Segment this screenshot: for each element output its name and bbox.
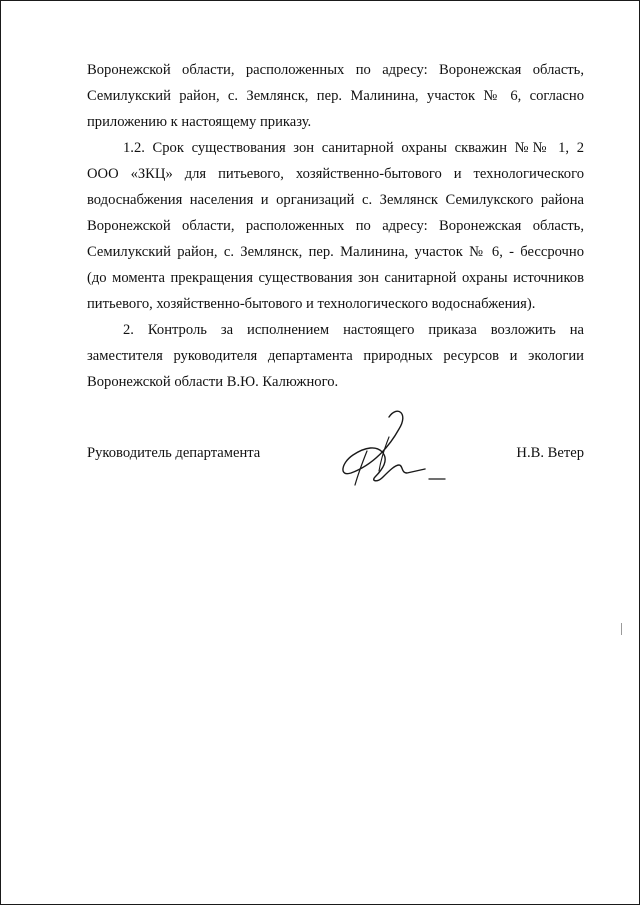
text-line: Воронежской области, расположенных по адресу: Воронежская область, [87,62,584,78]
text-line: питьевого, хозяйственно-бытового и технологического водоснабжения). [87,296,536,312]
text-line: ООО «ЗКЦ» для питьевого, хозяйственно-бытового и технологического [87,166,584,182]
text-line: Семилукский район, с. Землянск, пер. Малинина, участок № 6, согласно [87,88,584,104]
scan-artifact [621,623,622,635]
paragraph-3 [87,317,584,395]
text-line: Воронежской области, расположенных по адресу: Воронежская область, [87,218,584,234]
paragraph-1 [87,57,584,135]
signatory-name: Н.В. Ветер [516,445,584,461]
text-line: 1.2. Срок существования зон санитарной охраны скважин №№ 1, 2 [123,140,584,156]
signatory-role: Руководитель департамента [87,445,261,461]
text-line: заместителя руководителя департамента природных ресурсов и экологии [87,348,584,364]
signature-block [87,441,584,471]
handwritten-signature [337,407,457,491]
paragraph-2 [87,135,584,317]
text-line: водоснабжения населения и организаций с. Землянск Семилукского района [87,192,584,208]
text-line: 2. Контроль за исполнением настоящего приказа возложить на [123,322,584,338]
body-text [87,57,584,395]
text-line: (до момента прекращения существования зон санитарной охраны источников [87,270,584,286]
text-line: приложению к настоящему приказу. [87,114,312,130]
text-line: Семилукский район, с. Землянск, пер. Малинина, участок № 6, - бессрочно [87,244,584,260]
text-line: Воронежской области В.Ю. Калюжного. [87,374,339,390]
